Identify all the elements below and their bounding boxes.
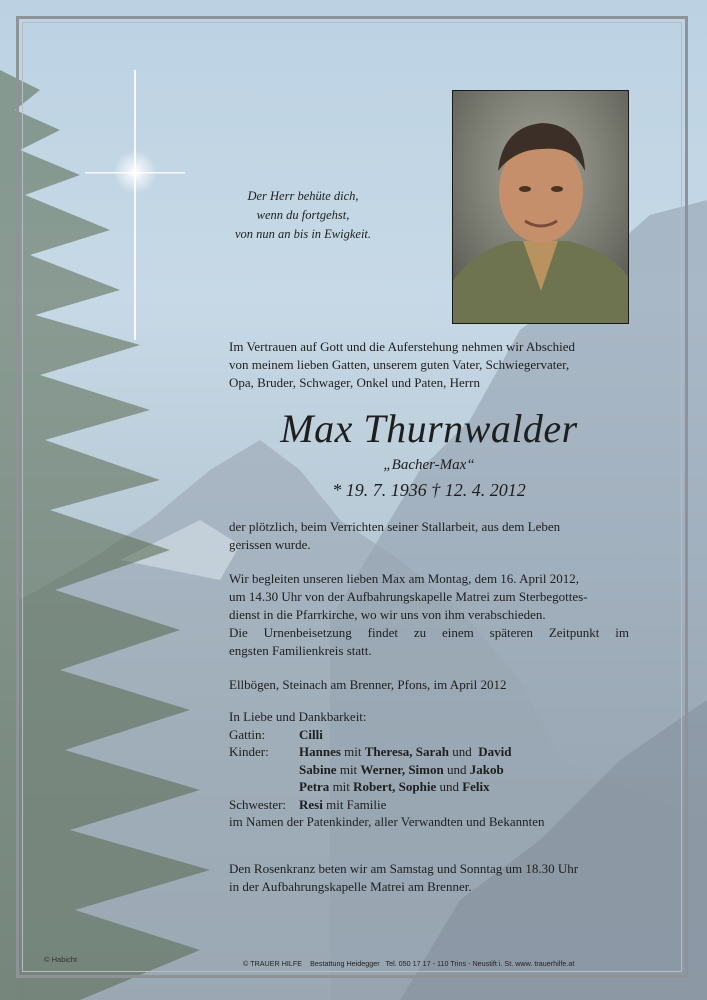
footer-brand: © TRAUER HILFE (243, 959, 303, 968)
wife-name: Cilli (299, 726, 323, 742)
death-line: gerissen wurde. (229, 537, 311, 552)
deceased-name: Max Thurnwalder (280, 406, 578, 451)
death-line: der plötzlich, beim Verrichten seiner Stallarbeit, aus dem Leben (229, 519, 561, 534)
quote-line: wenn du fortgehst, (256, 208, 350, 222)
conjunction: mit (329, 779, 354, 794)
child-family: Werner, Simon (360, 761, 444, 777)
rosary-line: Den Rosenkranz beten wir am Samstag und Sonntag um 18.30 Uhr (229, 861, 579, 876)
intro-line: Opa, Bruder, Schwager, Onkel und Paten, Herrn (229, 375, 480, 390)
death-text (229, 518, 629, 554)
intro-line: Im Vertrauen auf Gott und die Auferstehung nehmen wir Abschied (229, 339, 575, 354)
family-row-child (229, 743, 649, 761)
child-family-last: Jakob (469, 761, 504, 777)
conjunction: mit (340, 744, 365, 759)
quote-line: Der Herr behüte dich, (247, 189, 359, 203)
family-row-wife (229, 726, 649, 744)
funeral-line: um 14.30 Uhr von der Aufbahrungskapelle Matrei zum Sterbegottes- (229, 589, 588, 604)
conjunction: mit (336, 761, 361, 777)
intro-text (229, 338, 629, 392)
family-row-sister (229, 796, 649, 814)
deceased-nickname: „Bacher-Max“ (383, 457, 475, 473)
family-list (229, 708, 649, 831)
rosary-line: in der Aufbahrungskapelle Matrei am Brenner. (229, 879, 472, 894)
quote-line: von nun an bis in Ewigkeit. (234, 227, 372, 241)
funeral-text (229, 570, 629, 660)
child-family-last: Felix (462, 779, 490, 794)
conjunction: und (436, 779, 463, 794)
funeral-line: engsten Familienkreis statt. (229, 643, 372, 658)
portrait-photo (452, 90, 629, 324)
children-label: Kinder: (229, 744, 269, 759)
footer-contact: Tel. 050 17 17 - 110 Trins - Neustift i. St. www. trauerhilfe.at (385, 959, 575, 968)
family-row-child (229, 778, 649, 796)
photo-credit: © Habicht (44, 955, 78, 964)
footer (243, 959, 643, 968)
child-name: Sabine (299, 761, 337, 777)
conjunction: und (443, 761, 470, 777)
life-dates: * 19. 7. 1936 † 12. 4. 2012 (332, 480, 526, 500)
family-closing: im Namen der Patenkinder, aller Verwandten und Bekannten (229, 814, 545, 829)
bible-quote (208, 187, 398, 244)
child-family: Theresa, Sarah (364, 744, 450, 759)
child-family: Robert, Sophie (353, 779, 437, 794)
child-family-last: David (478, 744, 512, 759)
child-name: Petra (299, 779, 330, 794)
footer-undertaker: Bestattung Heidegger (310, 959, 380, 968)
sister-name: Resi (299, 796, 323, 812)
child-name: Hannes (299, 744, 341, 759)
rosary-text (229, 860, 629, 896)
family-row-child (229, 761, 649, 779)
wife-label: Gattin: (229, 726, 266, 742)
place-date: Ellbögen, Steinach am Brenner, Pfons, im April 2012 (229, 677, 507, 692)
family-intro: In Liebe und Dankbarkeit: (229, 709, 367, 724)
sister-suffix: mit Familie (322, 796, 387, 812)
funeral-line: Wir begleiten unseren lieben Max am Montag, dem 16. April 2012, (229, 571, 580, 586)
sister-label: Schwester: (229, 796, 287, 812)
funeral-line: Die Urnenbeisetzung findet zu einem späteren Zeitpunkt im (229, 625, 629, 640)
funeral-line: dienst in die Pfarrkirche, wo wir uns von ihm verabschieden. (229, 607, 546, 622)
conjunction: und (449, 744, 479, 759)
intro-line: von meinem lieben Gatten, unserem guten Vater, Schwiegervater, (229, 357, 570, 372)
portrait-image (453, 91, 628, 323)
